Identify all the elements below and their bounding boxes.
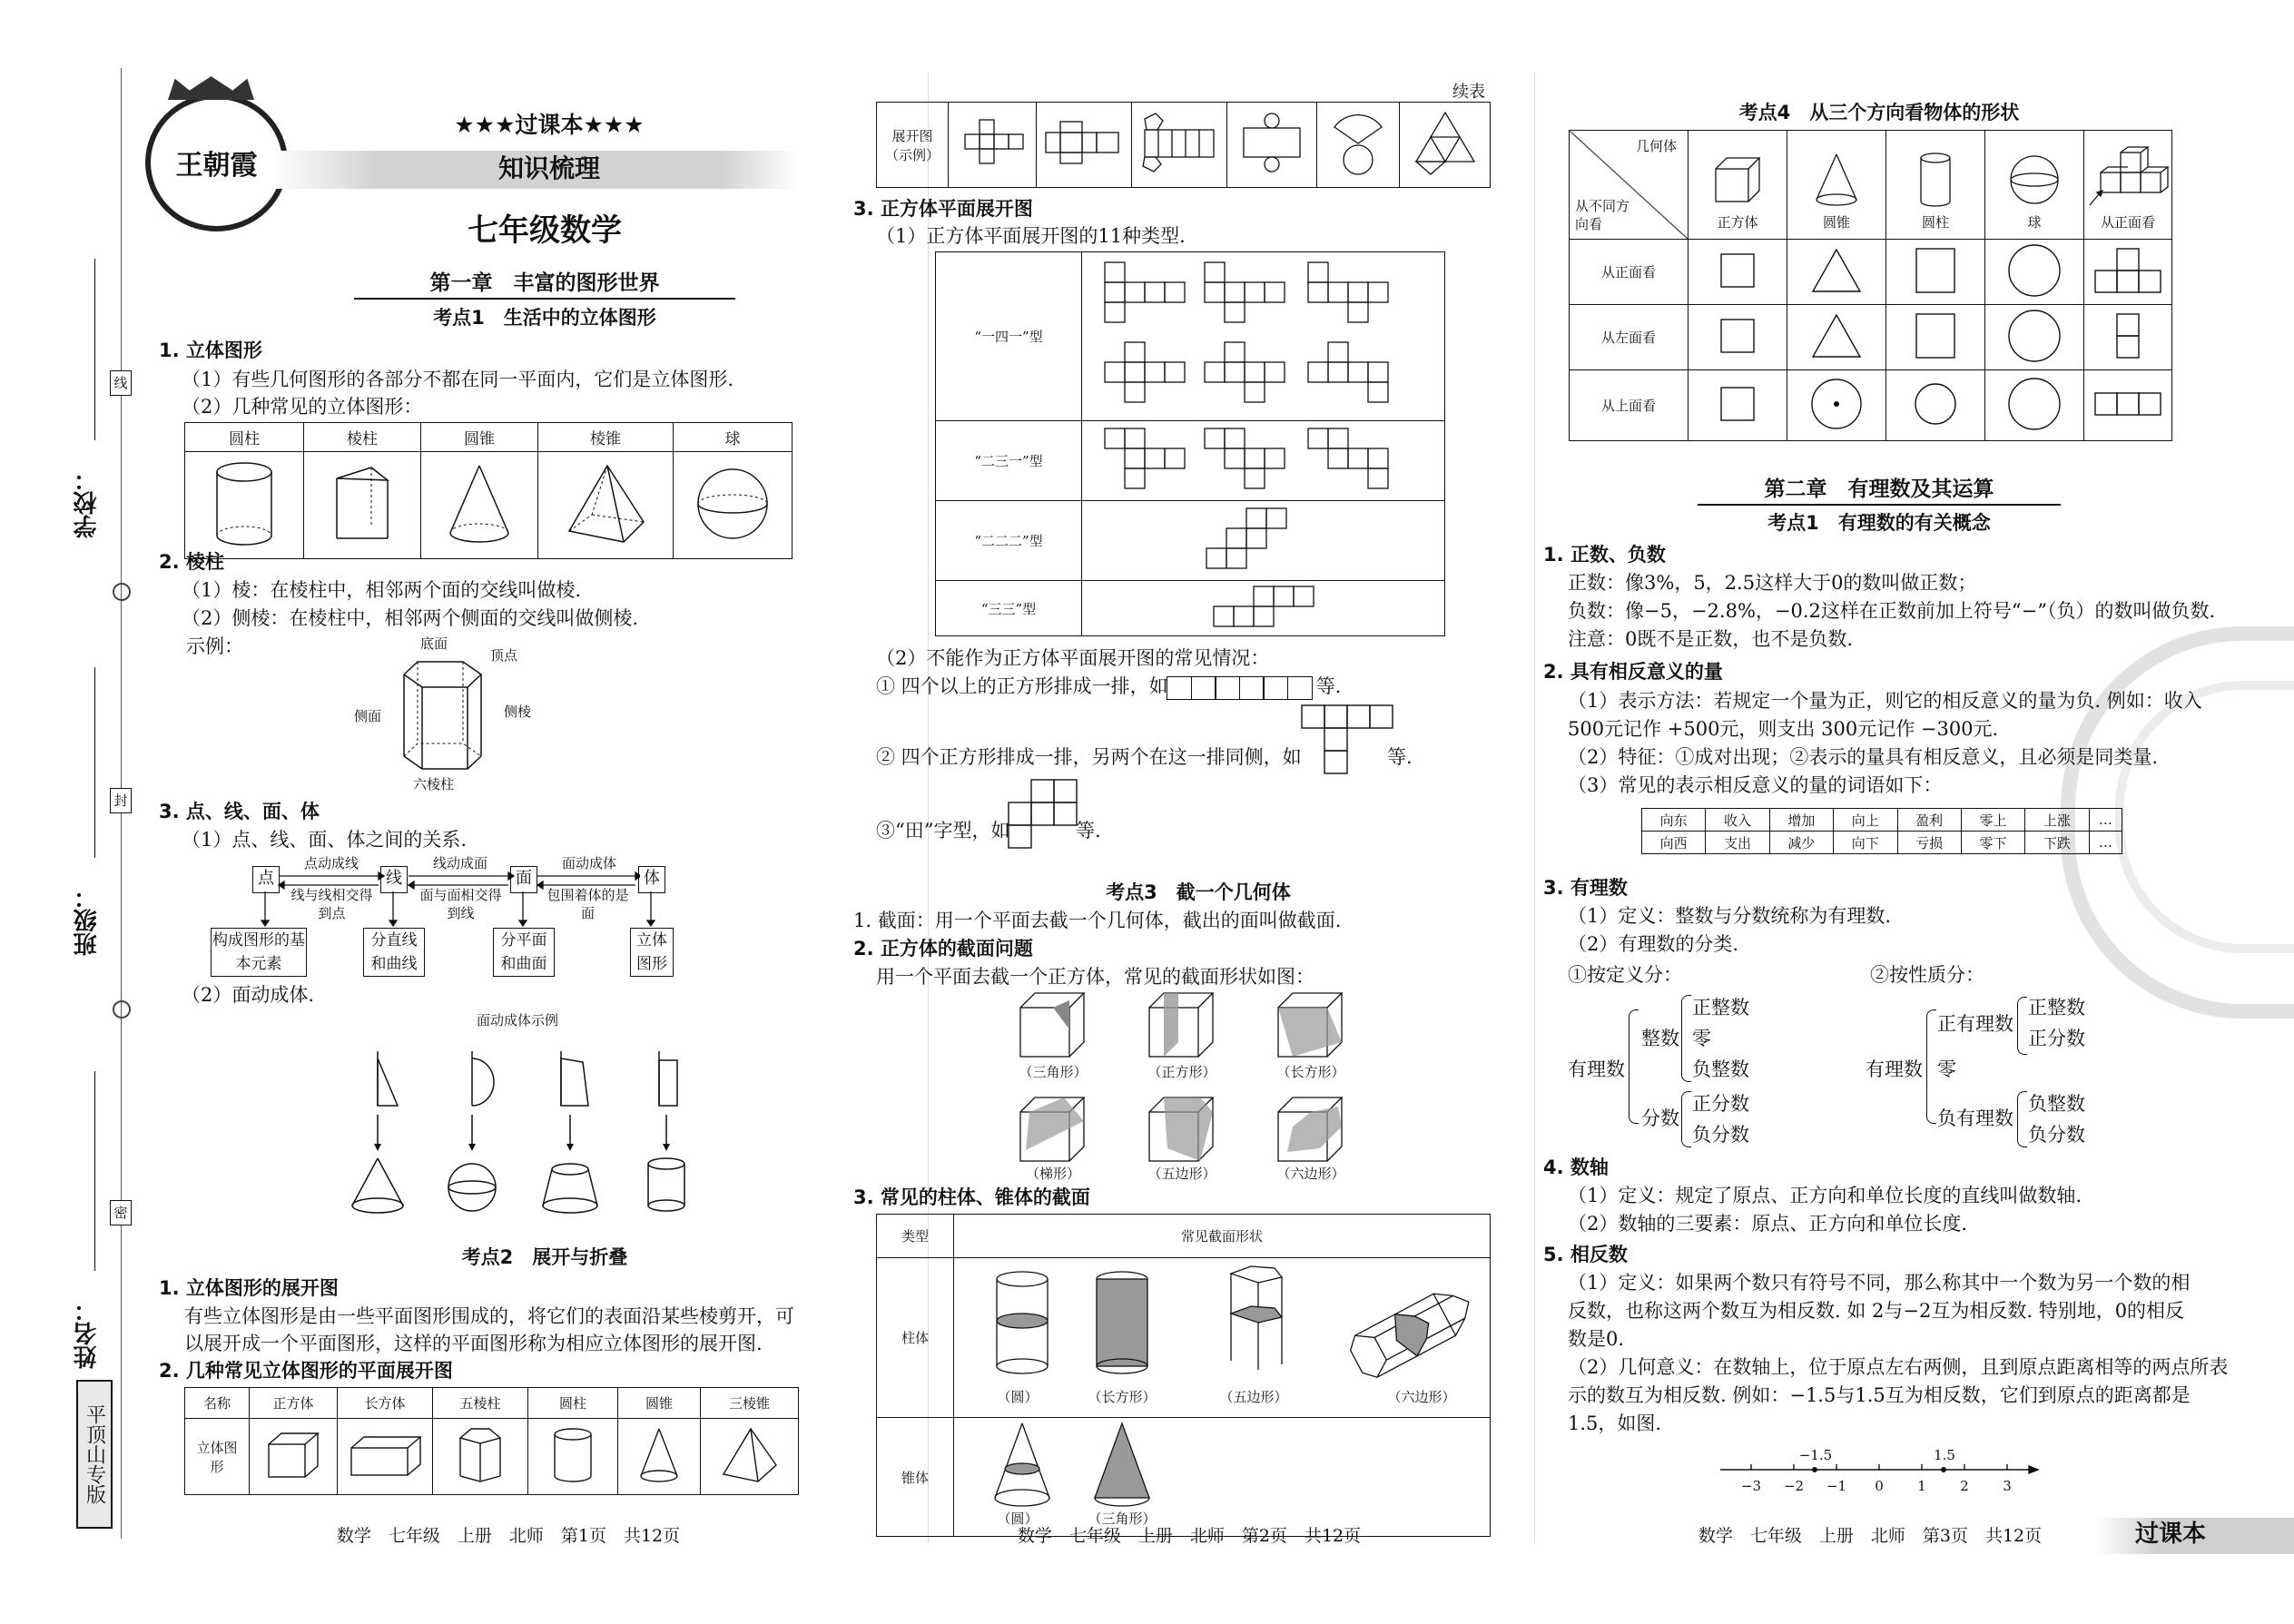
s2-text1: （1）棱：在棱柱中，相邻两个面的交线叫做棱.: [182, 579, 582, 601]
cls-prop-root: 有理数: [1866, 1058, 1923, 1080]
class-by-prop-label: ②按性质分：: [1870, 964, 1984, 986]
views-corner-bottom: 从不同方向看: [1575, 198, 1630, 232]
flow-bottom-1: 线与线相交得到点: [290, 887, 373, 921]
sections-table: [876, 1214, 1491, 1537]
side-name-label: 姓名：: [74, 1298, 101, 1369]
cls-def-zero: 零: [1692, 1028, 1711, 1049]
bad-case-2: ② 四个正方形排成一排，另两个在这一排同侧，如: [876, 746, 1302, 768]
footer-page2: 数学 七年级 上册 北师 第2页 共12页: [1017, 1526, 1362, 1546]
r1-text3: 注意：0既不是正数，也不是负数.: [1568, 628, 1854, 650]
views-col-cylinder: [1886, 131, 1985, 240]
views-col-sphere-label: 球: [2027, 214, 2042, 231]
flow-node-point: 点: [252, 866, 280, 893]
type-231-figures: [1082, 421, 1445, 501]
opp-r1-c7: 上涨: [2025, 809, 2089, 832]
flow-box-3: 分平面和曲面: [493, 928, 555, 977]
flow-bottom-2: 面与面相交得到线: [419, 887, 502, 921]
corner-title: 过课本: [2135, 1521, 2207, 1548]
footer-page1: 数学 七年级 上册 北师 第1页 共12页: [336, 1526, 681, 1546]
front-view-cylinder: [1886, 240, 1985, 305]
opp-r1-c2: 收入: [1706, 809, 1769, 832]
opp-r2-c1: 向西: [1642, 832, 1706, 854]
side-mark-mi: 密: [110, 1200, 132, 1225]
cube-solid-figure: [250, 1419, 338, 1495]
r4-text2: （2）数轴的三要素：原点、正方向和单位长度.: [1568, 1213, 1968, 1235]
net-header-cuboid: 长方体: [338, 1388, 433, 1419]
logo-text: 王朝霞: [175, 150, 258, 182]
opp-r1-c5: 盈利: [1897, 809, 1961, 832]
bad-case-1-end: 等.: [1315, 675, 1342, 697]
cls-def-int: 整数: [1641, 1028, 1679, 1049]
left-view-stack: [2084, 305, 2172, 370]
axis-mark-neg: −1.5: [1798, 1447, 1833, 1463]
rotation-title: 面动成体示例: [476, 1012, 558, 1029]
unfold-label: 展开图（示例）: [877, 103, 949, 188]
cuboid-solid-figure: [338, 1419, 433, 1495]
r2-text1: （1）表示方法：若规定一个量为正，则它的相反意义的量为负. 例如：收入: [1568, 690, 2202, 712]
cuboid-net-figure: [1037, 103, 1132, 188]
class-by-def-label: ①按定义分：: [1568, 964, 1682, 986]
pentaprism-net-figure: [1132, 103, 1227, 188]
left-view-cone: [1787, 305, 1886, 370]
chapter2-title: 第二章 有理数及其运算: [1698, 475, 2061, 506]
hex-prism-figure: [390, 649, 499, 785]
type-231: “二三一”型: [936, 421, 1082, 501]
solids-header-cone: 圆锥: [421, 423, 538, 452]
sections-row-cone: 锥体: [877, 1418, 954, 1537]
opp-r2-c6: 零下: [1961, 832, 2024, 854]
c3-heading: 3. 常见的柱体、锥体的截面: [853, 1186, 1090, 1208]
opp-r2-c5: 亏损: [1897, 832, 1961, 854]
left-view-cylinder: [1886, 305, 1985, 370]
r3-heading: 3. 有理数: [1543, 877, 1628, 899]
u3-text1: （1）正方体平面展开图的11种类型.: [876, 225, 1186, 247]
flow-top-3: 面动成体: [561, 855, 616, 871]
views-col-cube: [1689, 131, 1787, 240]
r2-text2: 500元记作 +500元，则支出 300元记作 −300元.: [1568, 718, 1999, 740]
edition-box: [76, 1380, 113, 1529]
r2-heading: 2. 具有相反意义的量: [1543, 661, 1723, 683]
s2-heading: 2. 棱柱: [159, 551, 224, 573]
prism-label-face: 侧面: [354, 708, 382, 724]
prism-section-label-4: （六边形）: [1387, 1389, 1456, 1405]
opp-r2-c7: 下跌: [2025, 832, 2089, 854]
opp-r1-c6: 零上: [1961, 809, 2024, 832]
r5-text6: 1.5，如图.: [1568, 1412, 1662, 1434]
flow-top-2: 线动成面: [432, 855, 487, 871]
page-title: 七年级数学: [468, 212, 622, 249]
views-col-stack-label: 从正面看: [2100, 214, 2155, 231]
sections-head-shapes: 常见截面形状: [954, 1215, 1491, 1258]
prism-label-vertex: 顶点: [490, 647, 518, 664]
binding-hole-icon: [113, 583, 131, 601]
u1-text2: 以展开成一个平面图形，这样的平面图形称为相应立体图形的展开图.: [184, 1333, 763, 1354]
cls-def-pint: 正整数: [1692, 997, 1749, 1019]
unfold-table: [876, 102, 1491, 188]
r1-heading: 1. 正数、负数: [1543, 544, 1666, 566]
u2-heading: 2. 几种常见立体图形的平面展开图: [159, 1360, 453, 1382]
r5-text4: （2）几何意义：在数轴上，位于原点左右两侧，且到原点距离相等的两点所表: [1568, 1356, 2229, 1378]
views-col-cone-label: 圆锥: [1822, 214, 1850, 231]
views-col-cone: [1787, 131, 1886, 240]
flow-node-solid: 体: [638, 866, 665, 893]
s3-text1: （1）点、线、面、体之间的关系.: [182, 829, 468, 851]
logo: [145, 94, 288, 231]
views-corner: [1570, 131, 1689, 240]
net-rowlabel: 立体图形: [185, 1419, 250, 1495]
s3-heading: 3. 点、线、面、体: [159, 801, 320, 822]
cube-net-types-table: [935, 251, 1445, 636]
cls-def-nfrac: 负分数: [1692, 1124, 1749, 1146]
cls-prop-pint: 正整数: [2028, 997, 2085, 1019]
c2-text: 用一个平面去截一个正方体，常见的截面形状如图：: [876, 966, 1314, 988]
bad-case-1-figure: [1168, 676, 1313, 700]
front-view-stack: [2084, 240, 2172, 305]
s2-text2: （2）侧棱：在棱柱中，相邻两个侧面的交线叫做侧棱.: [182, 607, 639, 629]
prism-section-label-1: （圆）: [997, 1389, 1039, 1405]
side-mark-xian: 线: [110, 370, 132, 396]
axis-tick-5: 1: [1917, 1478, 1926, 1494]
opp-r1-c4: 向上: [1834, 809, 1897, 832]
kd1-title: 考点1 生活中的立体图形: [433, 307, 656, 329]
top-view-cylinder: [1886, 370, 1985, 441]
u3-text2: （2）不能作为正方体平面展开图的常见情况：: [876, 647, 1270, 669]
cls-prop-pos: 正有理数: [1937, 1013, 2013, 1035]
continued-label: 续表: [1452, 83, 1485, 102]
cone-section-label-1: （圆）: [997, 1511, 1039, 1527]
prism-figure: [304, 452, 421, 559]
views-corner-top: 几何体: [1635, 138, 1677, 154]
top-view-cone: [1787, 370, 1886, 441]
cls-def-pfrac: 正分数: [1692, 1093, 1749, 1115]
flow-node-plane: 面: [510, 866, 537, 893]
top-view-stack: [2084, 370, 2172, 441]
flow-top-1: 点动成线: [303, 855, 359, 871]
r3-text2: （2）有理数的分类.: [1568, 933, 1739, 955]
r5-text3: 数是0.: [1568, 1328, 1625, 1350]
cube-section-label-5: （五边形）: [1147, 1166, 1216, 1182]
bad-case-3-end: 等.: [1076, 820, 1101, 842]
opposite-words-table: [1641, 808, 2122, 854]
cls-prop-nfrac: 负分数: [2028, 1124, 2085, 1146]
r4-text1: （1）定义：规定了原点、正方向和单位长度的直线叫做数轴.: [1568, 1185, 2082, 1206]
axis-tick-6: 2: [1960, 1478, 1969, 1494]
flow-box-2: 分直线和曲线: [363, 928, 425, 977]
cube-section-label-4: （梯形）: [1025, 1166, 1080, 1182]
cone-figure: [421, 452, 538, 559]
opp-r1-c1: 向东: [1642, 809, 1706, 832]
views-table: [1569, 130, 2172, 441]
bad-case-2-end: 等.: [1387, 746, 1413, 768]
front-view-cone: [1787, 240, 1886, 305]
views-row-front: 从正面看: [1570, 240, 1689, 305]
views-col-cube-label: 正方体: [1717, 214, 1758, 231]
c2-heading: 2. 正方体的截面问题: [853, 938, 1033, 960]
sections-head-type: 类型: [877, 1215, 954, 1258]
opp-r2-c3: 减少: [1769, 832, 1833, 854]
flow-box-1: 构成图形的基本元素: [211, 928, 307, 977]
s1-heading: 1. 立体图形: [159, 340, 262, 361]
side-mark-feng: 封: [110, 788, 132, 813]
axis-tick-2: −2: [1783, 1478, 1805, 1494]
axis-tick-4: 0: [1875, 1478, 1884, 1494]
flow-box-4: 立体图形: [630, 928, 674, 977]
side-school-label: 学校：: [74, 468, 101, 538]
top-view-cube: [1689, 370, 1787, 441]
r4-heading: 4. 数轴: [1543, 1156, 1609, 1178]
s2-text3: 示例：: [186, 635, 243, 657]
solids-header-prism: 棱柱: [304, 423, 421, 452]
kd4-title: 考点4 从三个方向看物体的形状: [1738, 102, 2020, 123]
views-col-cylinder-label: 圆柱: [1921, 214, 1949, 231]
views-row-top: 从上面看: [1570, 370, 1689, 441]
cylinder-figure: [185, 452, 304, 559]
kd3-title: 考点3 截一个几何体: [1106, 881, 1291, 903]
cone-section-label-2: （三角形）: [1088, 1511, 1157, 1527]
sections-row-prism: 柱体: [877, 1258, 954, 1418]
type-33-figure: [1082, 581, 1445, 636]
net-header-cone: 圆锥: [618, 1388, 701, 1419]
prism-label-edge: 侧棱: [504, 704, 532, 720]
r5-text2: 反数，也称这两个数互为相反数. 如 2与−2互为相反数. 特别地，0的相反: [1568, 1300, 2185, 1322]
type-141: “一四一”型: [936, 252, 1082, 421]
prism-section-label-3: （五边形）: [1219, 1389, 1288, 1405]
prism-section-label-2: （长方形）: [1088, 1389, 1157, 1405]
cls-prop-neg: 负有理数: [1937, 1107, 2013, 1129]
u3-heading: 3. 正方体平面展开图: [853, 198, 1033, 220]
axis-mark-pos: 1.5: [1934, 1447, 1955, 1463]
net-solids-table: [184, 1387, 799, 1495]
cls-prop-pfrac: 正分数: [2028, 1028, 2085, 1049]
axis-tick-3: −1: [1826, 1478, 1847, 1494]
r5-text5: 示的数互为相反数. 例如：−1.5与1.5互为相反数，它们到原点的距离都是: [1568, 1384, 2191, 1406]
cls-def-root: 有理数: [1568, 1058, 1625, 1080]
cube-section-label-2: （正方形）: [1147, 1064, 1216, 1080]
views-col-stack: [2084, 131, 2172, 240]
u1-text1: 有些立体图形是由一些平面图形围成的，将它们的表面沿某些棱剪开，可: [184, 1305, 794, 1327]
net-header-cylinder: 圆柱: [528, 1388, 618, 1419]
cube-section-label-6: （六边形）: [1276, 1166, 1345, 1182]
r2-text3: （2）特征：①成对出现；②表示的量具有相反意义，且必须是同类量.: [1568, 746, 2159, 768]
opp-r2-c4: 向下: [1834, 832, 1897, 854]
cube-section-label-1: （三角形）: [1019, 1064, 1088, 1080]
left-view-sphere: [1985, 305, 2084, 370]
opp-r1-c3: 增加: [1769, 809, 1833, 832]
views-col-sphere: [1985, 131, 2084, 240]
left-view-cube: [1689, 305, 1787, 370]
axis-tick-1: −3: [1740, 1478, 1762, 1494]
ch2-kd1-title: 考点1 有理数的有关概念: [1767, 512, 1991, 534]
type-222: “二二二”型: [936, 501, 1082, 581]
r2-text4: （3）常见的表示相反意义的量的词语如下：: [1568, 774, 1943, 796]
r1-text1: 正数：像3%，5，2.5这样大于0的数叫做正数；: [1568, 572, 1977, 594]
s3-text2: （2）面动成体.: [182, 984, 315, 1006]
solids-table: [184, 422, 793, 559]
net-header-tetra: 三棱锥: [701, 1388, 799, 1419]
bad-case-1: [876, 672, 1341, 701]
type-222-figure: [1082, 501, 1445, 581]
edition-label: 平顶山专版: [83, 1404, 106, 1504]
pentaprism-solid-figure: [433, 1419, 528, 1495]
flow-node-line: 线: [380, 866, 408, 893]
solids-header-pyramid: 棱锥: [538, 423, 674, 452]
opp-r2-c2: 支出: [1706, 832, 1769, 854]
top-view-sphere: [1985, 370, 2084, 441]
cls-def-nint: 负整数: [1692, 1058, 1749, 1080]
r3-text1: （1）定义：整数与分数统称为有理数.: [1568, 905, 1892, 927]
rotation-figures: [336, 1042, 699, 1224]
flow-bottom-3: 包围着体的是面: [546, 887, 629, 921]
type-141-figures: [1082, 252, 1445, 421]
banner-subtitle: 知识梳理: [497, 153, 600, 183]
kd2-title: 考点2 展开与折叠: [461, 1246, 628, 1268]
prism-label-name: 六棱柱: [413, 776, 455, 792]
r5-heading: 5. 相反数: [1543, 1244, 1628, 1265]
footer-page3: 数学 七年级 上册 北师 第3页 共12页: [1698, 1526, 2043, 1546]
banner-title: ★★★过课本★★★: [454, 112, 645, 138]
net-header-pentaprism: 五棱柱: [433, 1388, 528, 1419]
type-33: “三三”型: [936, 581, 1082, 636]
binding-hole-icon: [113, 1000, 131, 1019]
chapter1-title: 第一章 丰富的图形世界: [354, 269, 735, 300]
cls-def-frac: 分数: [1641, 1107, 1679, 1129]
solids-header-sphere: 球: [674, 423, 793, 452]
bad-case-2-figure: [1298, 702, 1398, 774]
views-row-left: 从左面看: [1570, 305, 1689, 370]
cylinder-solid-figure: [528, 1419, 618, 1495]
s1-text1: （1）有些几何图形的各部分不都在同一平面内，它们是立体图形.: [182, 369, 734, 390]
cls-prop-zero: 零: [1937, 1058, 1956, 1080]
cube-section-label-3: （长方形）: [1276, 1064, 1345, 1080]
bad-case-3-figure: [1006, 776, 1078, 849]
c1-text: 1. 截面：用一个平面去截一个几何体，截出的面叫做截面.: [853, 910, 1342, 931]
bad-case-1-text: ① 四个以上的正方形排成一排，如: [876, 675, 1168, 697]
cone-net-figure: [1317, 103, 1400, 188]
cls-prop-nint: 负整数: [2028, 1093, 2085, 1115]
side-class-label: 班级：: [74, 885, 101, 956]
front-view-sphere: [1985, 240, 2084, 305]
opp-r2-c8: …: [2089, 832, 2122, 854]
net-header-name: 名称: [185, 1388, 250, 1419]
front-view-cube: [1689, 240, 1787, 305]
opp-r1-c8: …: [2089, 809, 2122, 832]
r5-text1: （1）定义：如果两个数只有符号不同，那么称其中一个数为另一个数的相: [1568, 1272, 2191, 1294]
crown-icon: [168, 76, 254, 100]
sphere-figure: [674, 452, 793, 559]
cylinder-net-figure: [1227, 103, 1317, 188]
bad-case-3: ③“田”字型，如: [876, 820, 1010, 842]
tetra-solid-figure: [701, 1419, 799, 1495]
tetra-net-figure: [1400, 103, 1491, 188]
u1-heading: 1. 立体图形的展开图: [159, 1277, 339, 1299]
cone-sections-figures: [954, 1418, 1491, 1537]
cone-solid-figure: [618, 1419, 701, 1495]
s1-text2: （2）几种常见的立体图形：: [182, 396, 423, 418]
r1-text2: 负数：像−5，−2.8%，−0.2这样在正数前加上符号“−”（负）的数叫做负数.: [1568, 600, 2216, 622]
net-header-cube: 正方体: [250, 1388, 338, 1419]
prism-label-base: 底面: [420, 635, 448, 652]
prism-sections-figures: [954, 1258, 1491, 1418]
solids-header-cylinder: 圆柱: [185, 423, 304, 452]
pyramid-figure: [538, 452, 674, 559]
cube-net-figure: [949, 103, 1037, 188]
axis-tick-7: 3: [2003, 1478, 2012, 1494]
